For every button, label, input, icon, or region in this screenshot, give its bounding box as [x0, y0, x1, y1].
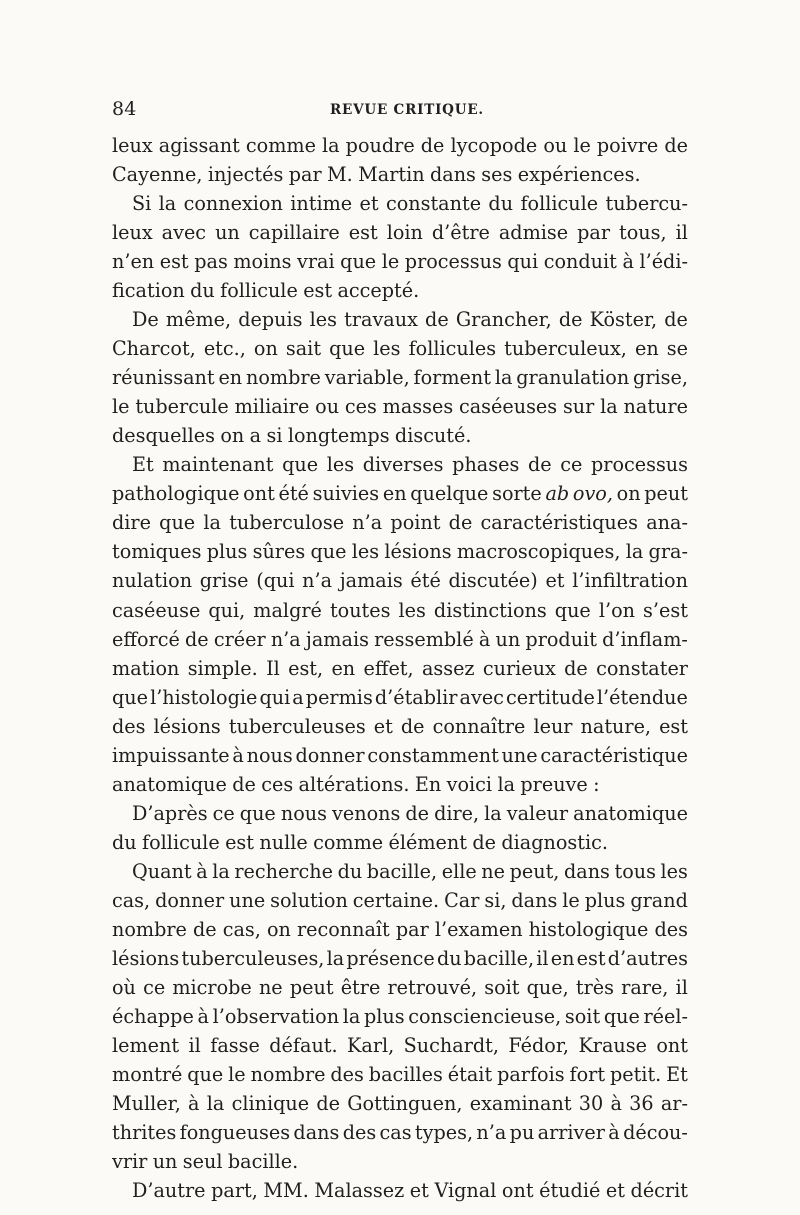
text-line: pathologique ont été suivies en quelque sorte ab ovo, on peut — [112, 482, 688, 506]
text-line: du follicule est nulle comme élément de diagnostic. — [112, 830, 608, 854]
text-line: thrites fongueuses dans des cas types, n’a pu arriver à décou- — [112, 1121, 688, 1145]
text-line: tomiques plus sûres que les lésions macroscopiques, la gra- — [112, 540, 688, 564]
text-line: des lésions tuberculeuses et de connaître leur nature, est — [112, 714, 688, 738]
text-line: D’après ce que nous venons de dire, la valeur anatomique — [132, 801, 688, 825]
text-line: nulation grise (qui n’a jamais été discutée) et l’infiltration — [112, 569, 688, 593]
text-line: lement il fasse défaut. Karl, Suchardt, Fédor, Krause ont — [112, 1033, 688, 1057]
text-line: vrir un seul bacille. — [112, 1150, 299, 1174]
text-line: caséeuse qui, malgré toutes les distinctions que l’on s’est — [112, 598, 688, 622]
text-line: échappe à l’observation la plus consciencieuse, soit que réel- — [112, 1004, 688, 1028]
text-line: leux agissant comme la poudre de lycopode ou le poivre de — [112, 134, 688, 157]
text-line: Quant à la recherche du bacille, elle ne peut, dans tous les — [132, 859, 688, 883]
text-line: lésions tuberculeuses, la présence du bacille, il en est d’autres — [112, 946, 688, 970]
text-line: mation simple. Il est, en effet, assez curieux de constater — [112, 656, 688, 680]
text-line: cas, donner une solution certaine. Car si, dans le plus grand — [112, 888, 688, 912]
text-line: leux avec un capillaire est loin d’être admise par tous, il — [112, 221, 688, 245]
text-line: n’en est pas moins vrai que le processus qui conduit à l’édi- — [112, 250, 688, 274]
text-line: Muller, à la clinique de Gottinguen, examinant 30 à 36 ar- — [112, 1092, 688, 1116]
page-number: 84 — [112, 98, 137, 120]
text-line: efforcé de créer n’a jamais ressemblé à un produit d’inflam- — [112, 627, 688, 651]
text-line: le tubercule miliaire ou ces masses caséeuses sur la nature — [112, 395, 688, 419]
text-line: montré que le nombre des bacilles était parfois fort petit. Et — [112, 1063, 688, 1086]
text-line: nombre de cas, on reconnaît par l’examen histologique des — [112, 917, 688, 941]
text-line: D’autre part, MM. Malassez et Vignal ont étudié et décrit — [132, 1179, 688, 1203]
text-line: fication du follicule est accepté. — [112, 279, 420, 303]
text-line: où ce microbe ne peut être retrouvé, soit que, très rare, il — [112, 975, 688, 999]
text-line: réunissant en nombre variable, forment la granulation grise, — [112, 366, 688, 390]
text-line: Cayenne, injectés par M. Martin dans ses expériences. — [112, 163, 641, 187]
text-line: Charcot, etc., on sait que les follicules tuberculeux, en se — [112, 337, 688, 361]
text-line: desquelles on a si longtemps discuté. — [112, 424, 472, 448]
text-line: anatomique de ces altérations. En voici la preuve : — [112, 772, 600, 796]
text-line: dire que la tuberculose n’a point de caractéristiques ana- — [112, 511, 688, 535]
text-line: Et maintenant que les diverses phases de ce processus — [132, 453, 688, 477]
text-line: De même, depuis les travaux de Grancher, de Köster, de — [132, 308, 688, 332]
text-line: Si la connexion intime et constante du follicule tubercu- — [132, 192, 688, 216]
running-head: REVUE CRITIQUE. — [330, 102, 484, 118]
text-line: impuissante à nous donner constamment une caractéristique — [112, 743, 688, 767]
body-text — [112, 131, 688, 1205]
page-header — [112, 98, 688, 122]
text-line: que l’histologie qui a permis d’établir avec certitude l’étendue — [112, 685, 688, 709]
